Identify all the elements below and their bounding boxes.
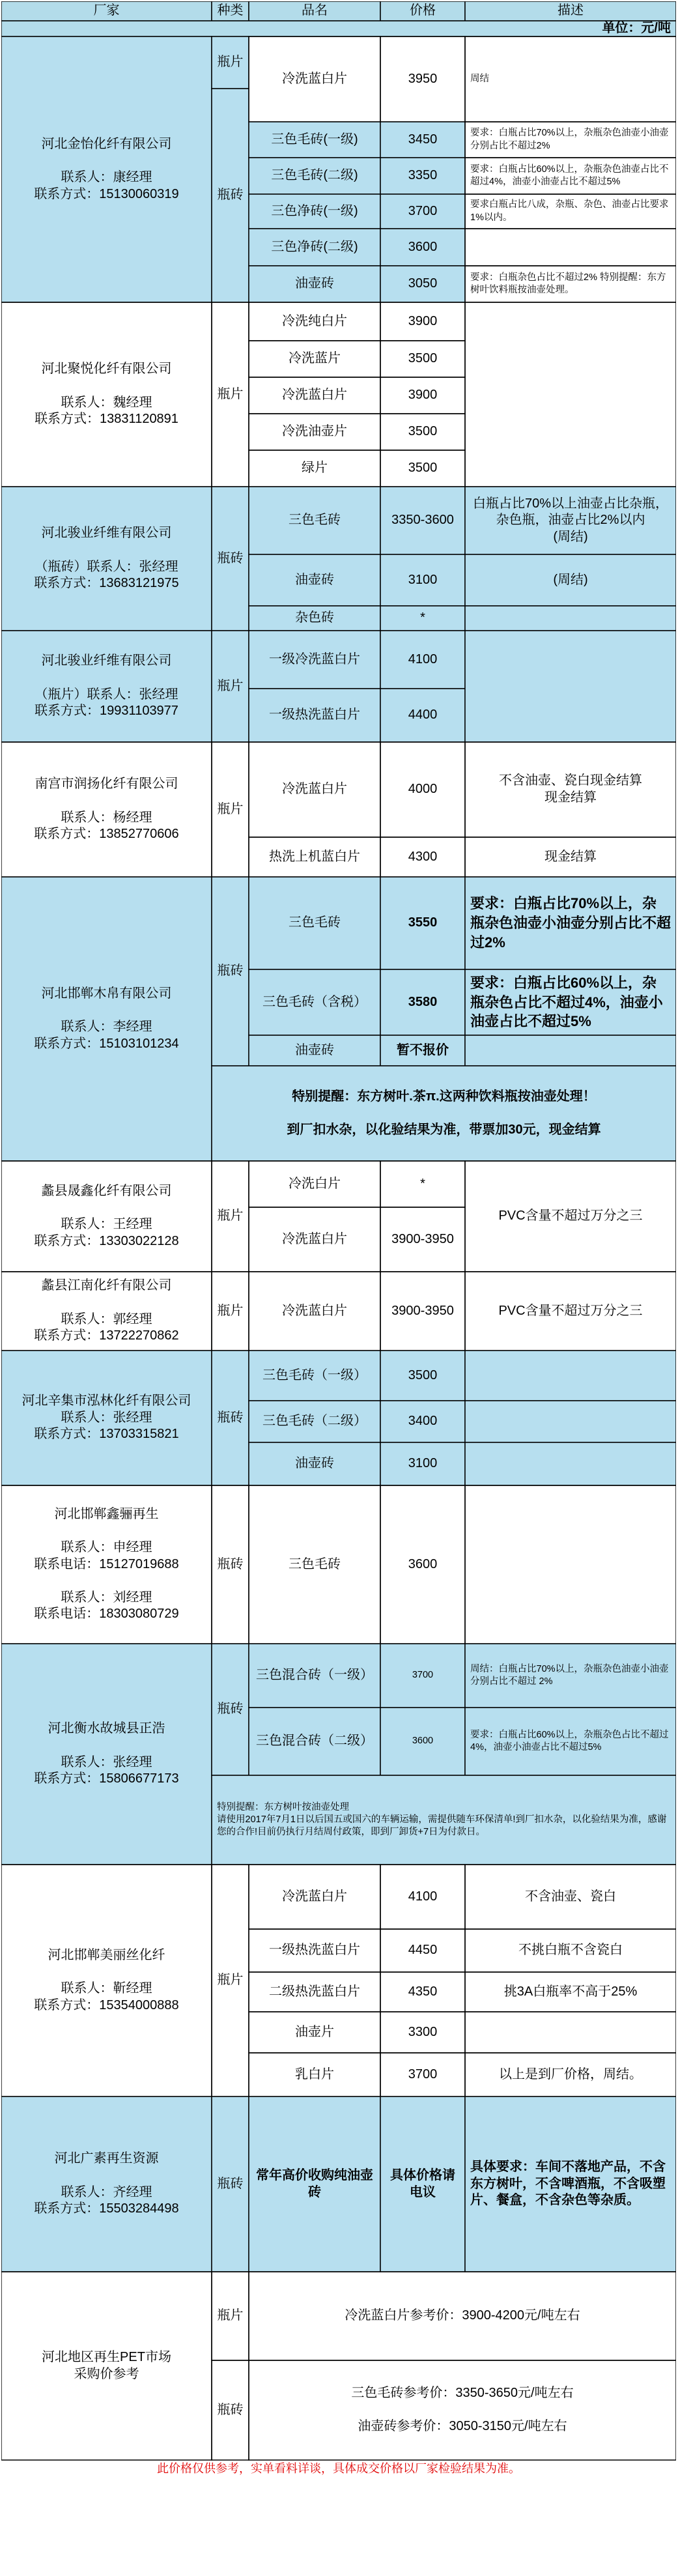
description: 白瓶占比70%以上油壶占比杂瓶，杂色瓶，油壶占比2%以内 (周结) <box>472 496 669 544</box>
description <box>465 2012 676 2053</box>
price-value: 暂不报价 <box>397 1042 449 1057</box>
product-name: 冷洗蓝白片 <box>282 782 347 797</box>
product-name: 三色净砖(二级) <box>271 239 358 254</box>
vendor-name: 河北广素再生资源 联系人：齐经理 联系方式：15503284498 <box>34 2151 179 2216</box>
price-value: 3350-3600 <box>391 513 454 528</box>
product-type: 瓶砖 <box>217 1410 244 1425</box>
price-value: 3700 <box>408 203 438 218</box>
product-name: 一级热洗蓝白片 <box>269 1943 360 1958</box>
price-value: * <box>420 610 425 625</box>
vendor-name: 河北骏业纤维有限公司 （瓶砖）联系人：张经理 联系方式：13683121975 <box>34 526 179 591</box>
price-value: 3580 <box>408 994 438 1009</box>
product-name: 冷洗蓝白片 <box>282 388 347 403</box>
product-name: 一级冷洗蓝白片 <box>269 651 360 666</box>
price-value: 3900 <box>408 313 438 328</box>
price-value: 3350 <box>408 168 438 183</box>
price-value: 3500 <box>408 1367 438 1382</box>
price-value: 3500 <box>408 424 438 439</box>
price-table <box>1 1 676 2575</box>
product-name: 冷洗蓝白片 <box>282 1303 347 1318</box>
price-value: 3450 <box>408 132 438 147</box>
product-type: 瓶砖 <box>217 2176 244 2191</box>
product-type: 瓶砖 <box>217 1702 244 1717</box>
product-name: 三色净砖(一级) <box>271 203 358 218</box>
description: 要求：白瓶占比70%以上，杂瓶杂色油壶小油壶分别占比不超过2% <box>470 895 671 951</box>
product-name: 热洗上机蓝白片 <box>269 849 360 864</box>
description: 要求：白瓶占比60%以上，杂瓶杂色占比不超过4%，油壶小油壶占比不超过5% <box>470 1729 669 1753</box>
description: 要求：白瓶占比60%以上，杂瓶杂色占比不超过4%，油壶小油壶占比不超过5% <box>470 974 663 1030</box>
price-value: 3950 <box>408 71 438 86</box>
product-name: 三色毛砖(二级) <box>271 168 358 183</box>
vendor-name: 蠡县江南化纤有限公司 联系人：郭经理 联系方式：13722270862 <box>34 1278 179 1343</box>
description-empty <box>465 1401 676 1442</box>
product-name: 冷洗蓝白片 <box>282 1231 347 1246</box>
product-name: 三色混合砖（一级） <box>256 1668 373 1683</box>
description-empty <box>465 631 676 742</box>
product-type: 瓶片 <box>217 1973 244 1988</box>
product-type: 瓶砖 <box>217 964 244 979</box>
product-name: 油壶砖 <box>295 1042 334 1057</box>
price-value: 3900-3950 <box>391 1231 454 1246</box>
footer-disclaimer: 此价格仅供参考，实单看料详谈，具体成交价格以厂家检验结果为准。 <box>157 2462 520 2476</box>
price-value: 3600 <box>408 239 438 254</box>
price-value: 3550 <box>408 915 438 930</box>
description: 要求：白瓶占比70%以上，杂瓶杂色油壶小油壶分别占比不超过2% <box>470 128 669 151</box>
description: 挑3A白瓶率不高于25% <box>503 1984 638 1999</box>
vendor-name: 河北辛集市泓林化纤有限公司 联系人：张经理 联系方式：13703315821 <box>21 1394 191 1442</box>
price-value: 4100 <box>408 1889 438 1904</box>
product-type: 瓶片 <box>217 801 244 816</box>
vendor-name: 蠡县晟鑫化纤有限公司 联系人：王经理 联系方式：13303022128 <box>34 1183 179 1248</box>
product-name: 绿片 <box>302 461 328 476</box>
special-note: 特别提醒：东方树叶按油壶处理 请使用2017年7月1日以后国五或国六的车辆运输，需提供随车环保清单!到厂扣水杂，以化验结果为准，感谢您的合作!目前仍执行月结周付政策，即到厂卸货+7日为付款日。 <box>217 1801 667 1838</box>
price-value: * <box>420 1176 425 1191</box>
description-empty <box>465 1485 676 1644</box>
header-type: 种类 <box>217 3 244 18</box>
description: 不含油壶、瓷白 <box>525 1889 616 1904</box>
description <box>465 229 676 266</box>
description: 现金结算 <box>544 849 597 864</box>
product-type: 瓶片 <box>217 1209 244 1224</box>
product-name: 冷洗蓝白片 <box>282 1889 347 1904</box>
product-name: 冷洗白片 <box>289 1176 341 1191</box>
product-name: 三色毛砖(一级) <box>271 132 358 147</box>
price-value: 4300 <box>408 849 438 864</box>
description-empty <box>465 1351 676 1401</box>
product-name: 三色毛砖（二级） <box>262 1414 367 1429</box>
header-product: 品名 <box>302 3 328 18</box>
product-name: 一级热洗蓝白片 <box>269 708 360 723</box>
description-empty <box>465 1442 676 1485</box>
product-name: 冷洗蓝白片 <box>282 71 347 86</box>
vendor-name: 河北骏业纤维有限公司 （瓶片）联系人：张经理 联系方式：19931103977 <box>35 653 178 719</box>
product-name: 三色毛砖（含税） <box>262 994 367 1009</box>
product-type: 瓶片 <box>217 55 244 70</box>
description-empty <box>465 302 676 487</box>
description: PVC含量不超过万分之三 <box>498 1209 643 1224</box>
price-value: 3700 <box>408 2067 438 2082</box>
vendor-name: 河北聚悦化纤有限公司 联系人：魏经理 联系方式：13831120891 <box>35 362 178 427</box>
product-name: 三色毛砖 <box>289 1556 341 1571</box>
product-name: 常年高价收购纯油壶砖 <box>256 2168 373 2199</box>
description: 要求：白瓶杂色占比不超过2% 特别提醒：东方树叶饮料瓶按油壶处理。 <box>470 272 666 295</box>
price-value: 4400 <box>408 708 438 723</box>
product-type: 瓶砖 <box>217 188 244 203</box>
product-name: 乳白片 <box>295 2067 334 2082</box>
price-value: 3500 <box>408 351 438 366</box>
description: 不含油壶、瓷白现金结算 现金结算 <box>499 773 642 805</box>
product-type: 瓶砖 <box>217 551 244 565</box>
unit-label: 单位：元/吨 <box>602 21 671 36</box>
price-value: 3500 <box>408 461 438 476</box>
special-note: 特别提醒：东方树叶.茶π.这两种饮料瓶按油壶处理！ 到厂扣水杂，以化验结果为准，带票加30元，现金结算 <box>287 1089 601 1137</box>
product-type: 瓶砖 <box>217 2402 244 2417</box>
product-name: 油壶砖 <box>295 572 334 587</box>
product-type: 瓶片 <box>217 678 244 693</box>
price-value: 3600 <box>408 1556 438 1571</box>
product-type: 瓶片 <box>217 386 244 401</box>
product-type: 瓶片 <box>217 1303 244 1318</box>
header-vendor: 厂家 <box>93 3 120 18</box>
product-name: 三色毛砖（一级） <box>262 1367 367 1382</box>
description: 周结：白瓶占比70%以上，杂瓶杂色油壶小油壶分别占比不超过 2% <box>470 1663 669 1687</box>
reference-price: 三色毛砖参考价：3350-3650元/吨左右 油壶砖参考价：3050-3150元/吨左右 <box>351 2386 574 2434</box>
price-value: 3900 <box>408 388 438 403</box>
product-name: 油壶砖 <box>295 1456 334 1471</box>
vendor-name: 河北衡水故城县正浩 联系人：张经理 联系方式：15806677173 <box>34 1721 179 1786</box>
product-name: 三色毛砖 <box>289 915 341 930</box>
price-value: 3050 <box>408 276 438 291</box>
price-value: 3700 <box>412 1670 434 1681</box>
product-type: 瓶片 <box>217 2308 244 2323</box>
header-description: 描述 <box>558 3 584 18</box>
product-name: 油壶砖 <box>295 276 334 291</box>
description: 要求：白瓶占比60%以上，杂瓶杂色油壶占比不超过4%，油壶小油壶占比不超过5% <box>470 164 669 187</box>
product-name: 冷洗油壶片 <box>282 424 347 439</box>
vendor-name: 南宫市润扬化纤有限公司 联系人：杨经理 联系方式：13852770606 <box>34 777 179 842</box>
price-value: 3900-3950 <box>391 1303 454 1318</box>
vendor-name: 河北邯郸美丽丝化纤 联系人：靳经理 联系方式：15354000888 <box>34 1947 179 2012</box>
description: 周结 <box>470 73 489 84</box>
price-value: 3400 <box>408 1414 438 1429</box>
description-empty <box>465 606 676 631</box>
product-name: 冷洗纯白片 <box>282 313 347 328</box>
description: 要求白瓶占比八成，杂瓶、杂色、油壶占比要求1%以内。 <box>470 199 669 223</box>
product-type: 瓶砖 <box>217 1556 244 1571</box>
description: 不挑白瓶不含瓷白 <box>518 1943 623 1958</box>
price-value: 4450 <box>408 1943 438 1958</box>
description: PVC含量不超过万分之三 <box>498 1303 643 1318</box>
description-empty <box>465 1035 676 1066</box>
description: 具体要求：车间不落地产品，不含东方树叶，不含啤酒瓶，不含吸塑片、餐盒，不含杂色等杂质。 <box>470 2160 666 2208</box>
vendor-name: 河北邯郸鑫骊再生 联系人：申经理 联系电话：15127019688 联系人：刘经理 联系电话：18303080729 <box>34 1506 179 1622</box>
price-value: 4350 <box>408 1984 438 1999</box>
description: (周结) <box>553 572 588 587</box>
product-name: 二级热洗蓝白片 <box>269 1984 360 1999</box>
price-value: 3600 <box>412 1736 434 1747</box>
price-value: 3100 <box>408 1456 438 1471</box>
vendor-name: 河北邯郸木帛有限公司 联系人：李经理 联系方式：15103101234 <box>34 986 179 1051</box>
price-value: 4000 <box>408 782 438 797</box>
product-name: 油壶片 <box>295 2024 334 2039</box>
price-value: 3300 <box>408 2024 438 2039</box>
header-price: 价格 <box>410 3 436 18</box>
price-value: 3100 <box>408 572 438 587</box>
vendor-name: 河北地区再生PET市场 采购价参考 <box>42 2349 171 2381</box>
price-value: 4100 <box>408 651 438 666</box>
price-value: 具体价格请电议 <box>390 2168 455 2199</box>
reference-price: 冷洗蓝白片参考价：3900-4200元/吨左右 <box>345 2308 580 2323</box>
product-name: 三色毛砖 <box>289 513 341 528</box>
description: 以上是到厂价格，周结。 <box>499 2067 642 2082</box>
product-name: 冷洗蓝片 <box>289 351 341 366</box>
vendor-name: 河北金怡化纤有限公司 联系人：康经理 联系方式：15130060319 <box>34 136 179 201</box>
product-name: 杂色砖 <box>295 610 334 625</box>
product-name: 三色混合砖（二级） <box>256 1734 373 1749</box>
